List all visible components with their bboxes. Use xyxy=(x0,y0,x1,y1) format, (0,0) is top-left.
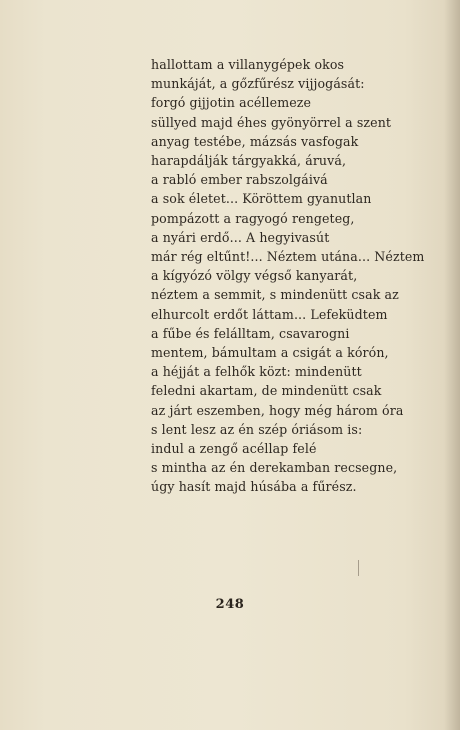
poem-line: s mintha az én derekamban recsegne, xyxy=(151,460,398,476)
print-mark xyxy=(358,560,359,576)
poem-line: harapdálják tárgyakká, áruvá, xyxy=(151,153,347,169)
poem-line: süllyed majd éhes gyönyörrel a szent xyxy=(151,114,392,130)
poem-line: a héjját a felhők közt: mindenütt xyxy=(151,364,362,380)
poem-line: már rég eltűnt!... Néztem utána... Néztem xyxy=(151,249,425,265)
poem-line: úgy hasít majd húsába a fűrész. xyxy=(151,479,357,495)
poem-line: s lent lesz az én szép óriásom is: xyxy=(151,421,363,437)
poem-line: pompázott a ragyogó rengeteg, xyxy=(151,210,355,226)
poem-line: a rabló ember rabszolgáivá xyxy=(151,172,328,188)
poem-line: anyag testébe, mázsás vasfogak xyxy=(151,133,359,149)
poem-line: az járt eszemben, hogy még három óra xyxy=(151,402,404,418)
poem-line: feledni akartam, de mindenütt csak xyxy=(151,383,382,399)
poem-line: elhurcolt erdőt láttam... Lefeküdtem xyxy=(151,306,388,322)
poem-line: a sok életet... Köröttem gyanutlan xyxy=(151,191,372,207)
poem-line: forgó gijjotin acéllemeze xyxy=(151,95,312,111)
page-number: 248 xyxy=(215,597,245,612)
poem-line: néztem a semmit, s mindenütt csak az xyxy=(151,287,399,303)
poem-line: a kígyózó völgy végső kanyarát, xyxy=(151,268,358,284)
poem-line: munkáját, a gőzfűrész vijjogását: xyxy=(151,76,365,92)
poem-line: indul a zengő acéllap felé xyxy=(151,441,317,457)
poem-line: a nyári erdő... A hegyivasút xyxy=(151,229,330,245)
poem-line: hallottam a villanygépek okos xyxy=(151,57,345,72)
poem-line: a fűbe és felálltam, csavarogni xyxy=(151,325,350,341)
poem-text-block xyxy=(151,55,451,497)
poem-line: mentem, bámultam a csigát a kórón, xyxy=(151,345,389,361)
